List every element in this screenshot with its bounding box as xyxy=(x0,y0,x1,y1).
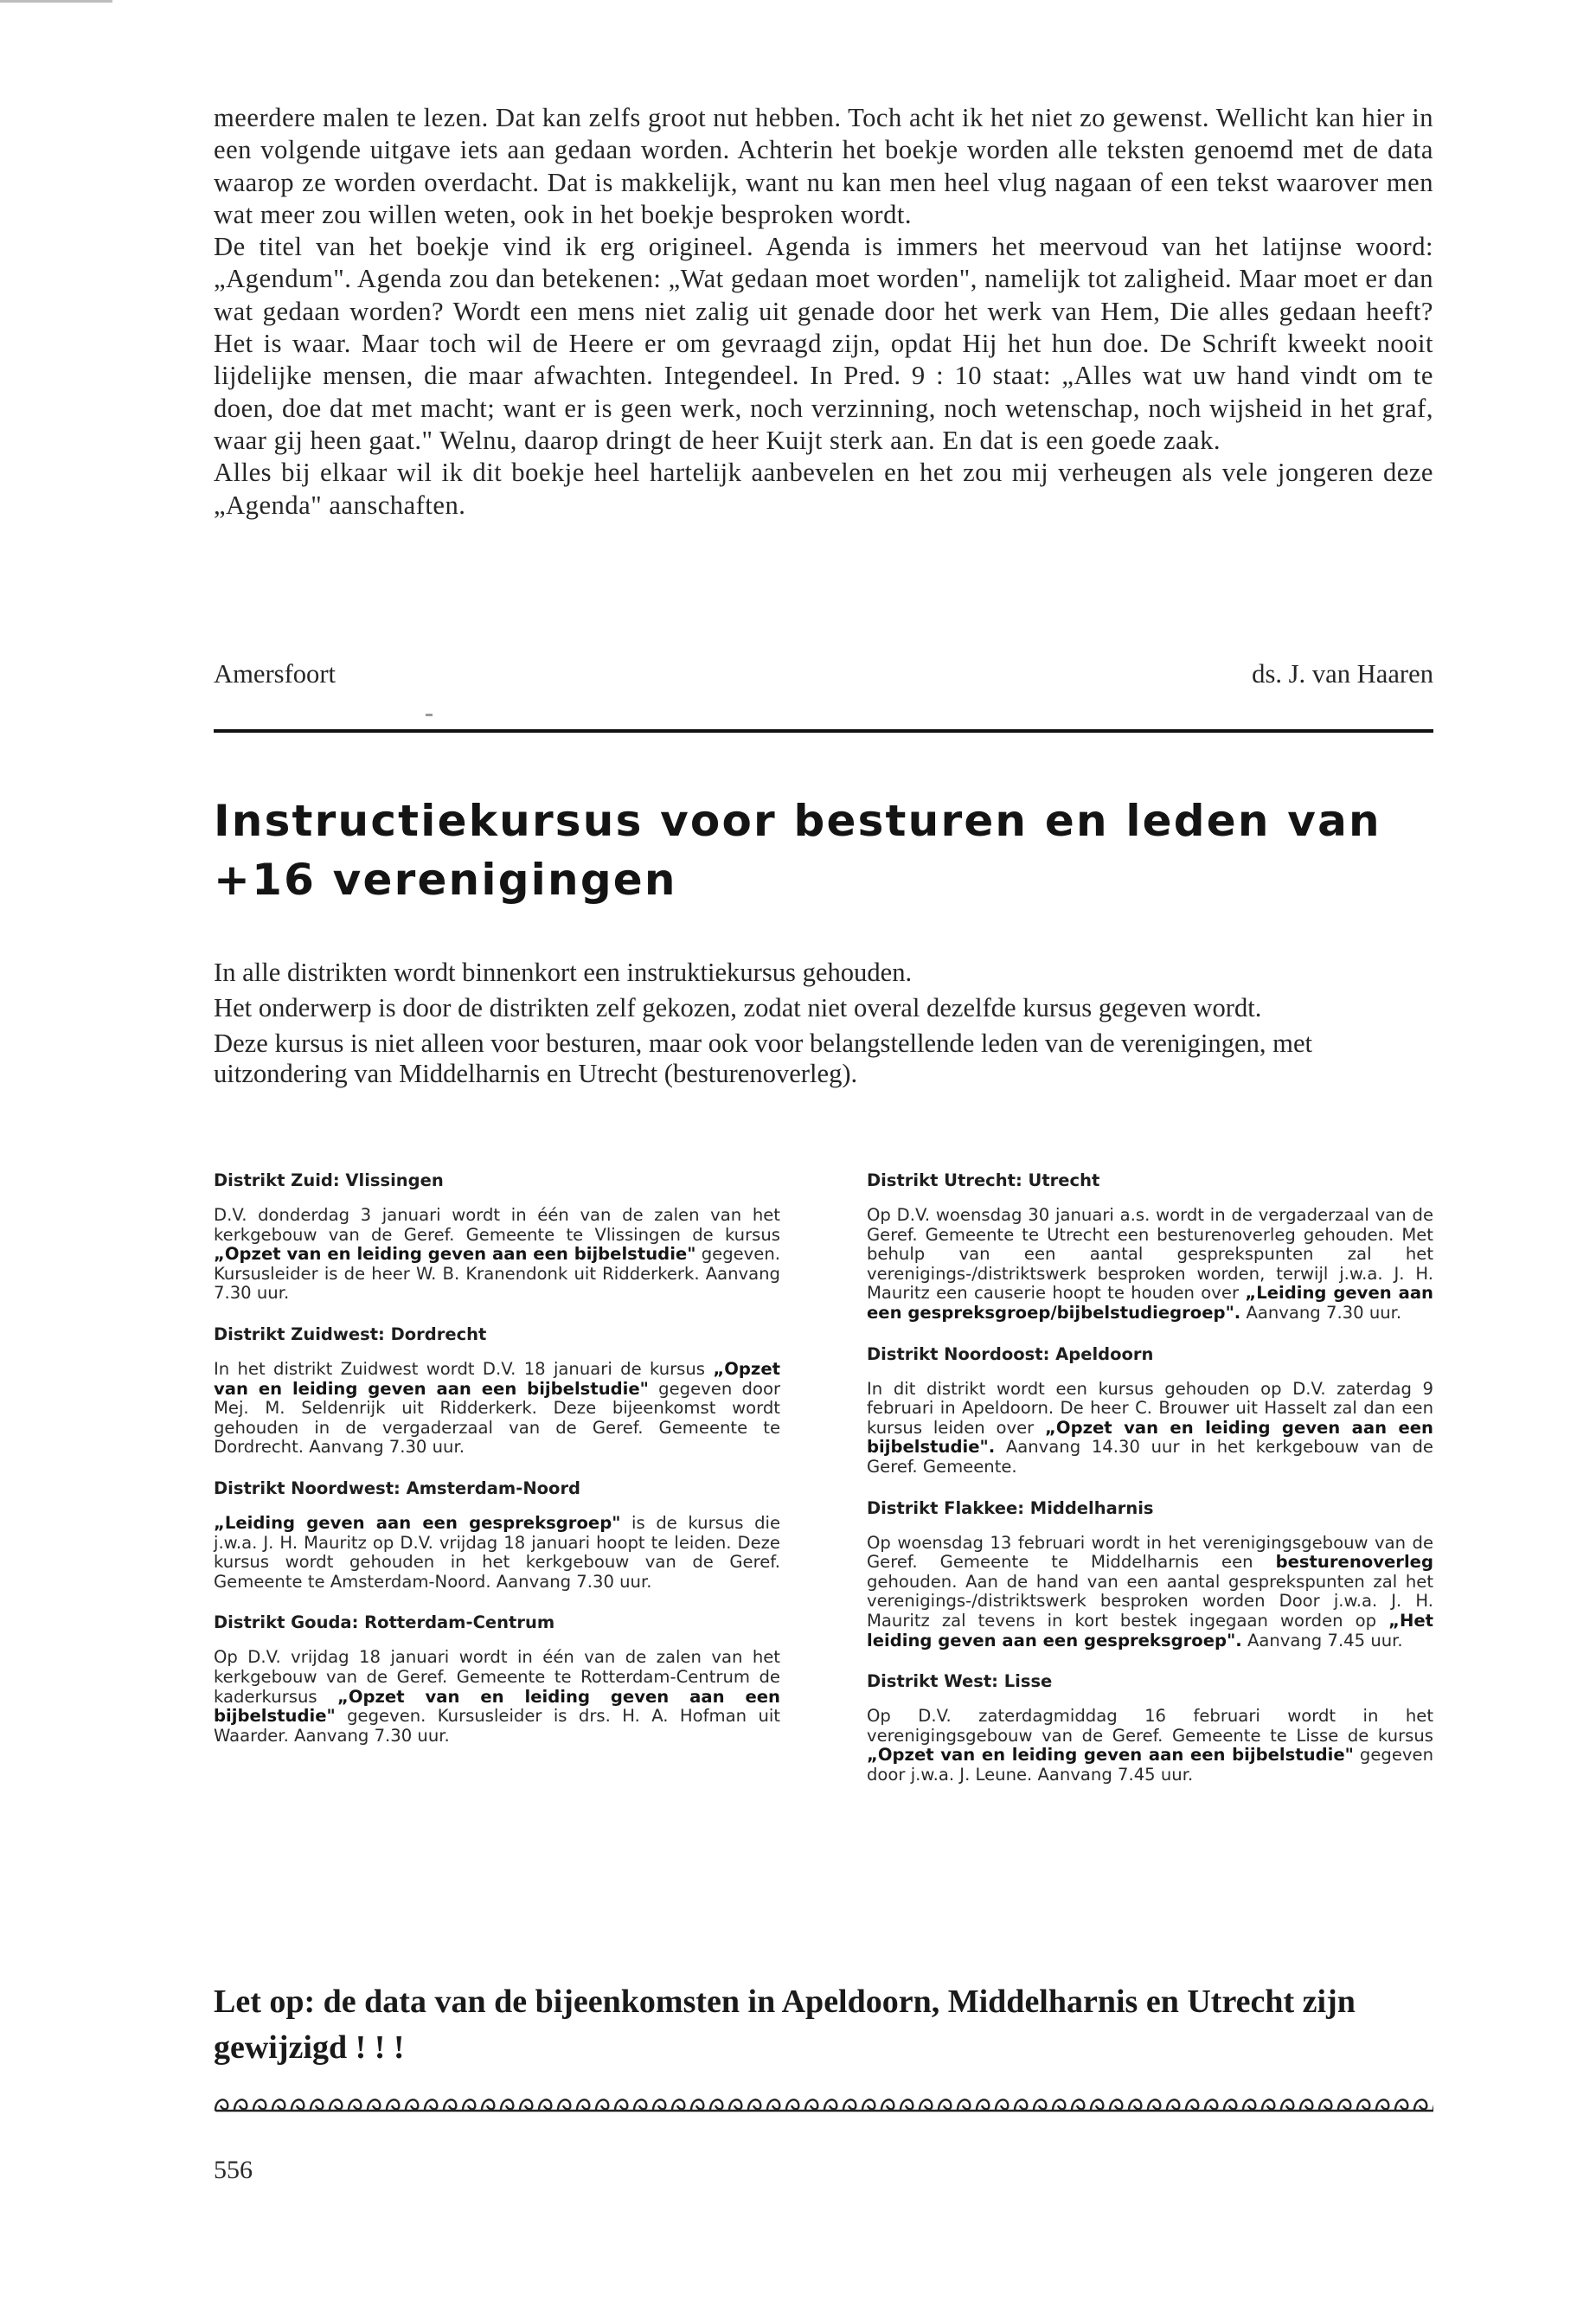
text-run: gegeven. Kursusleider is drs. H. A. Hofman uit Waarder. Aanvang 7.30 uur. xyxy=(214,1706,780,1746)
course-title: „Leiding geven aan een gespreksgroep/bijbelstudiegroep". xyxy=(867,1283,1433,1323)
article-headline: Instructiekursus voor besturen en leden van +16 verenigingen xyxy=(214,796,1381,905)
text-run: gegeven door j.w.a. J. Leune. Aanvang 7.45 uur. xyxy=(867,1745,1433,1785)
intro-paragraph-3: Deze kursus is niet alleen voor besturen, maar ook voor belangstellende leden van de verenigingen, met uitzondering van Middelharnis en Utrecht (besturenoverleg). xyxy=(214,1029,1313,1088)
scan-edge-mark xyxy=(0,0,112,3)
district-text xyxy=(214,1514,780,1592)
district-entry-flakkee xyxy=(867,1498,1433,1651)
district-title: Distrikt West: Lisse xyxy=(867,1671,1053,1692)
district-entry-noordoost xyxy=(867,1344,1433,1477)
text-run: Op woensdag 13 februari wordt in het verenigingsgebouw van de Geref. Gemeente te Middelharnis een xyxy=(867,1532,1433,1573)
intro-paragraph-1: In alle distrikten wordt binnenkort een instruktiekursus gehouden. xyxy=(214,958,913,987)
district-title: Distrikt Gouda: Rotterdam-Centrum xyxy=(214,1612,555,1633)
district-text xyxy=(214,1648,780,1746)
district-title: Distrikt Utrecht: Utrecht xyxy=(867,1170,1100,1190)
scan-speck xyxy=(426,714,433,716)
district-text xyxy=(867,1707,1433,1785)
review-paragraph-2: De titel van het boekje vind ik erg origineel. Agenda is immers het meervoud van het latijnse woord: „Agendum". Agenda zou dan betekenen: „Wat gedaan moet worden", namelijk tot zaligheid. Maar moet er dan wat gedaan worden? Wordt een mens niet zalig uit genade door het werk van Hem, Die alles gedaan heeft? Het is waar. Maar toch wil de Heere er om gevraagd zijn, opdat Hij het hun doe. De Schrift kweekt nooit lijdelijke mensen, die maar afwachten. Integendeel. In Pred. 9 : 10 staat: „Alles wat uw hand vindt om te doen, doe dat met macht; want er is geen werk, noch verzinning, noch wetenschap, noch wijsheid in het graf, waar gij heen gaat." Welnu, daarop dringt de heer Kuijt sterk aan. En dat is een goede zaak. xyxy=(214,232,1433,455)
article-intro xyxy=(214,958,1433,1094)
district-entry-zuidwest xyxy=(214,1324,780,1458)
district-title: Distrikt Zuid: Vlissingen xyxy=(214,1170,444,1190)
text-run: gegeven. Kursusleider is de heer W. B. Kranendonk uit Ridderkerk. Aanvang 7.30 uur. xyxy=(214,1244,780,1304)
district-column-right xyxy=(867,1170,1433,1805)
district-text xyxy=(867,1380,1433,1477)
book-review-continuation xyxy=(214,102,1433,522)
signature-place: Amersfoort xyxy=(214,659,337,689)
course-title: „Opzet van en leiding geven aan een bijbelstudie" xyxy=(867,1745,1354,1766)
district-title: Distrikt Zuidwest: Dordrecht xyxy=(214,1324,487,1344)
district-title: Distrikt Noordwest: Amsterdam-Noord xyxy=(214,1477,581,1498)
district-text xyxy=(214,1206,780,1304)
review-paragraph-3: Alles bij elkaar wil ik dit boekje heel hartelijk aanbevelen en het zou mij verheugen als vele jongeren deze „Agenda" aanschaften. xyxy=(214,458,1433,520)
decorative-wave-border xyxy=(214,2095,1433,2116)
text-run: Aanvang 7.45 uur. xyxy=(1241,1630,1403,1650)
district-text xyxy=(867,1534,1433,1651)
district-entry-west xyxy=(867,1671,1433,1785)
section-divider xyxy=(214,729,1433,733)
district-column-left xyxy=(214,1170,780,1766)
course-title: „Opzet van en leiding geven aan een bijbelstudie" xyxy=(214,1686,780,1727)
text-run: In het distrikt Zuidwest wordt D.V. 18 januari de kursus xyxy=(214,1358,714,1379)
course-title: „Opzet van en leiding geven aan een bijbelstudie". xyxy=(867,1417,1433,1458)
text-run: gegeven door Mej. M. Seldenrijk uit Ridderkerk. Deze bijeenkomst wordt gehouden in de vergaderzaal van de Geref. Gemeente te Dordrecht. Aanvang 7.30 uur. xyxy=(214,1378,780,1458)
text-run: Op D.V. vrijdag 18 januari wordt in één van de zalen van het kerkgebouw van de Geref. Gemeente te Rotterdam-Centrum de kaderkursus xyxy=(214,1647,780,1707)
text-run: Aanvang 14.30 uur in het kerkgebouw van de Geref. Gemeente. xyxy=(867,1437,1433,1477)
text-run: Op D.V. woensdag 30 januari a.s. wordt in de vergaderzaal van de Geref. Gemeente te Utrecht een besturenoverleg gehouden. Met behulp van een aantal gesprekspunten zal het verenigings-/distriktswerk besproken worden, terwijl j.w.a. J. H. Mauritz een causerie hoopt te houden over xyxy=(867,1205,1433,1304)
text-run: Aanvang 7.30 uur. xyxy=(1240,1302,1402,1323)
district-entry-noordwest xyxy=(214,1478,780,1592)
text-run: D.V. donderdag 3 januari wordt in één van de zalen van het kerkgebouw van de Geref. Gemeente te Vlissingen de kursus xyxy=(214,1205,780,1245)
signature-author: ds. J. van Haaren xyxy=(1252,659,1433,689)
text-run: In dit distrikt wordt een kursus gehouden op D.V. zaterdag 9 februari in Apeldoorn. De heer C. Brouwer uit Hasselt zal dan een kursus leiden over xyxy=(867,1378,1433,1438)
text-run: is de kursus die j.w.a. J. H. Mauritz op D.V. vrijdag 18 januari hoopt te leiden. Deze kursus wordt gehouden in het kerkgebouw van de Geref. Gemeente te Amsterdam-Noord. Aanvang 7.30 uur. xyxy=(214,1512,781,1592)
course-title: besturenoverleg xyxy=(1275,1552,1433,1573)
district-title: Distrikt Noordoost: Apeldoorn xyxy=(867,1343,1154,1364)
course-title: „Het leiding geven aan een gespreksgroep". xyxy=(867,1610,1433,1650)
course-title: „Opzet van en leiding geven aan een bijbelstudie" xyxy=(214,1244,696,1265)
review-paragraph-1: meerdere malen te lezen. Dat kan zelfs groot nut hebben. Toch acht ik het niet zo gewenst. Wellicht kan hier in een volgende uitgave iets aan gedaan worden. Achterin het boekje worden alle teksten genoemd met de data waarop ze worden overdacht. Dat is makkelijk, want nu kan men heel vlug nagaan of een tekst waarover men wat meer zou willen weten, ook in het boekje besproken wordt. xyxy=(214,103,1433,229)
district-entry-gouda xyxy=(214,1612,780,1746)
text-run: gehouden. Aan de hand van een aantal gesprekspunten zal het verenigings-/distriktswerk besproken worden Door j.w.a. J. H. Mauritz zal tevens in kort bestek ingegaan worden op xyxy=(867,1571,1433,1631)
district-entry-utrecht xyxy=(867,1170,1433,1324)
intro-paragraph-2: Het onderwerp is door de distrikten zelf gekozen, zodat niet overal dezelfde kursus gegeven wordt. xyxy=(214,993,1262,1022)
review-signature xyxy=(214,659,1433,694)
district-text xyxy=(867,1206,1433,1324)
district-title: Distrikt Flakkee: Middelharnis xyxy=(867,1497,1154,1518)
page-number: 556 xyxy=(214,2156,253,2184)
course-title: „Opzet van en leiding geven aan een bijbelstudie" xyxy=(214,1358,780,1399)
district-text xyxy=(214,1360,780,1458)
district-entry-zuid xyxy=(214,1170,780,1304)
text-run: Op D.V. zaterdagmiddag 16 februari wordt in het verenigingsgebouw van de Geref. Gemeente te Lisse de kursus xyxy=(867,1706,1433,1746)
course-title: „Leiding geven aan een gespreksgroep" xyxy=(214,1512,621,1533)
date-change-notice: Let op: de data van de bijeenkomsten in Apeldoorn, Middelharnis en Utrecht zijn gewijzigd ! ! ! xyxy=(214,1984,1356,2066)
